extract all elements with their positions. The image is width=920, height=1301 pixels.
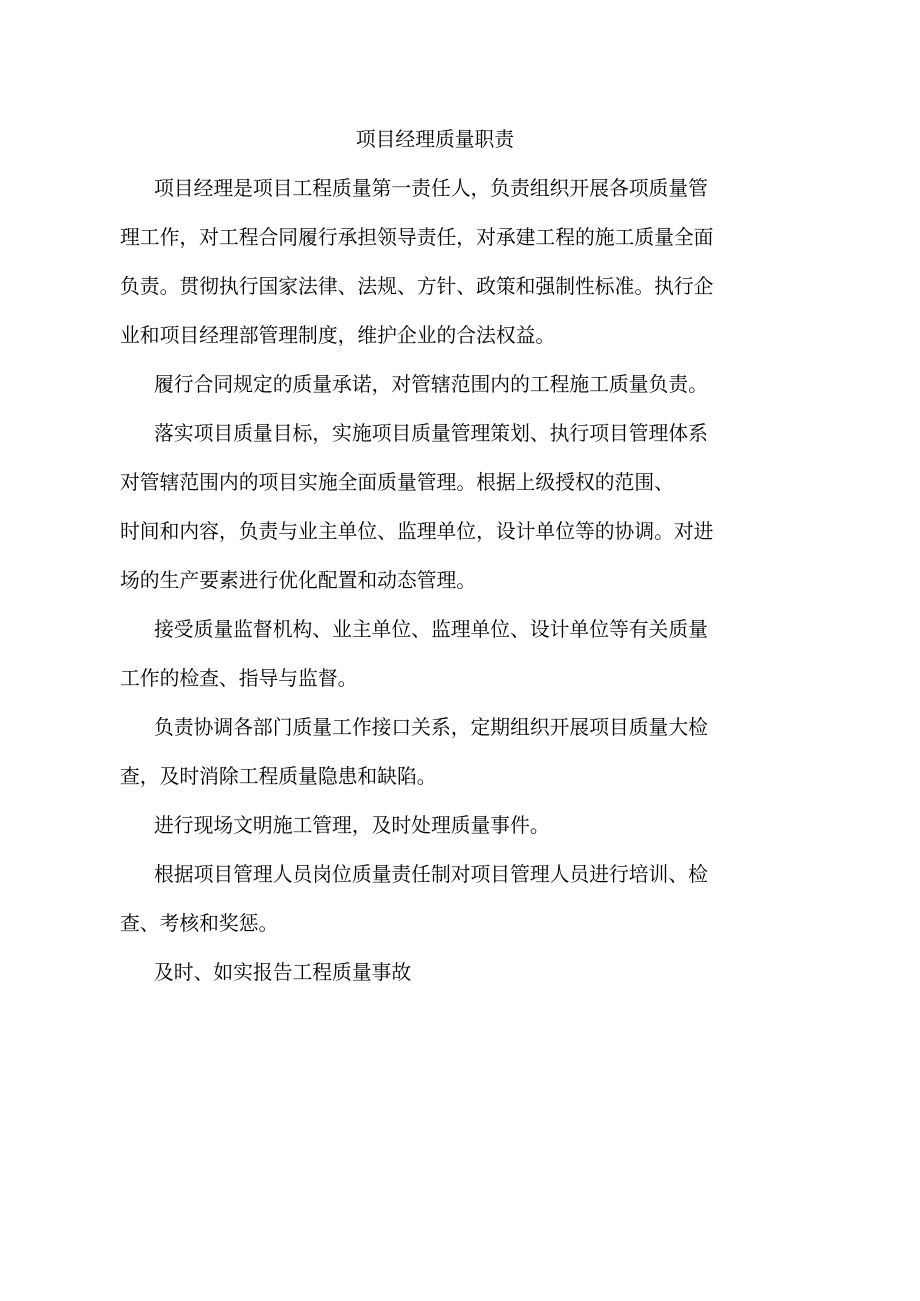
text-line: 履行合同规定的质量承诺，对管辖范围内的工程施工质量负责。 <box>154 374 708 396</box>
paragraph-6 <box>120 802 835 851</box>
text-line: 业和项目经理部管理制度，维护企业的合法权益。 <box>120 325 556 347</box>
text-line: 项目经理是项目工程质量第一责任人，负责组织开展各项质量管 <box>154 178 708 200</box>
text-line: 查，及时消除工程质量隐患和缺陷。 <box>120 766 437 788</box>
paragraph-7 <box>120 851 835 949</box>
paragraph-2 <box>120 361 835 410</box>
paragraph-4 <box>120 606 835 704</box>
paragraph-3 <box>120 410 835 606</box>
paragraph-1 <box>120 165 835 361</box>
text-line: 工作的检查、指导与监督。 <box>120 668 358 690</box>
text-line: 场的生产要素进行优化配置和动态管理。 <box>120 570 477 592</box>
paragraph-5 <box>120 704 835 802</box>
text-line: 理工作，对工程合同履行承担领导责任，对承建工程的施工质量全面 <box>120 227 714 249</box>
text-line: 负责协调各部门质量工作接口关系，定期组织开展项目质量大检 <box>154 717 708 739</box>
text-line: 对管辖范围内的项目实施全面质量管理。根据上级授权的范围、 <box>120 472 674 494</box>
document-title: 项目经理质量职责 <box>355 129 515 151</box>
text-line: 查、考核和奖惩。 <box>120 913 279 935</box>
text-line: 及时、如实报告工程质量事故 <box>154 962 412 984</box>
paragraph-8 <box>120 949 835 998</box>
text-line: 接受质量监督机构、业主单位、监理单位、设计单位等有关质量 <box>154 619 708 641</box>
text-line: 根据项目管理人员岗位质量责任制对项目管理人员进行培训、检 <box>154 864 708 886</box>
text-line: 负责。贯彻执行国家法律、法规、方针、政策和强制性标准。执行企 <box>120 276 714 298</box>
text-line: 落实项目质量目标，实施项目质量管理策划、执行项目管理体系 <box>154 423 708 445</box>
text-line: 进行现场文明施工管理，及时处理质量事件。 <box>154 815 550 837</box>
text-line: 时间和内容，负责与业主单位、监理单位，设计单位等的协调。对进 <box>120 521 714 543</box>
